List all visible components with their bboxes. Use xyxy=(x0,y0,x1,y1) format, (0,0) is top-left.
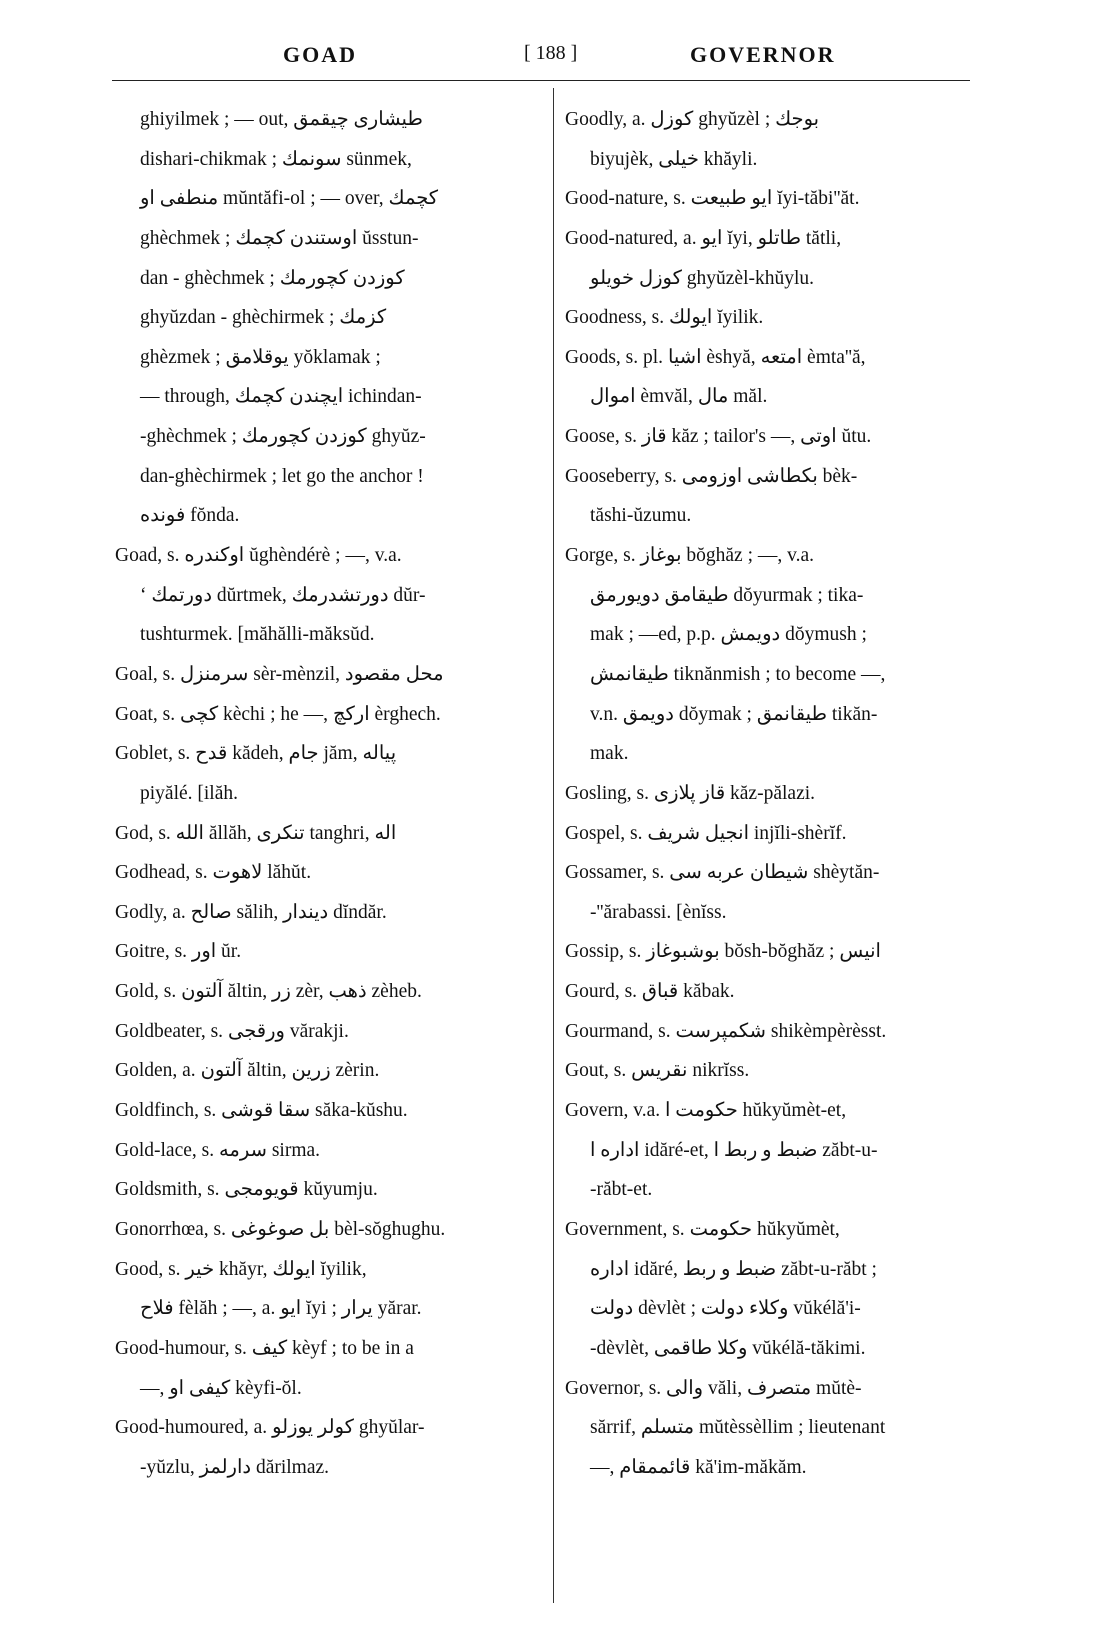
entry-line: -dèvlèt, وكلا طاقمى vŭkélă-tăkimi. xyxy=(590,1337,866,1359)
left-column xyxy=(115,100,535,1487)
entry-line: —, قائممقام kă'im-măkăm. xyxy=(590,1456,807,1478)
entry-line: منطفى او mŭntăfi-ol ; — over, كچمك xyxy=(140,188,439,210)
header-rule xyxy=(112,80,970,81)
entry-line: dishari-chikmak ; سونمك sünmek, xyxy=(140,148,412,170)
entry-line: Gourd, s. قباق kăbak. xyxy=(565,981,735,1003)
entry-line: فونده fŏnda. xyxy=(140,505,240,527)
entry-line: Goblet, s. قدح kădeh, جام jăm, پياله xyxy=(115,743,397,765)
entry-line: Good-humour, s. كيف kèyf ; to be in a xyxy=(115,1337,414,1359)
entry-line: Gossamer, s. شيطان عربه سى shèytăn- xyxy=(565,862,880,884)
entry-line: — through, ايچندن كچمك ichindan- xyxy=(140,386,422,408)
header-right-word: GOVERNOR xyxy=(690,42,836,67)
entry-line: v.n. دويمق dŏymak ; طيقانمق tikăn- xyxy=(590,703,878,725)
entry-line: Goad, s. اوكندره ŭghèndérè ; —, v.a. xyxy=(115,545,402,567)
entry-line: Good-nature, s. ايو طبيعت ĭyi-tăbi''ăt. xyxy=(565,188,860,210)
entry-line: -răbt-et. xyxy=(590,1179,653,1201)
entry-line: Gold, s. آلتون ăltin, زر zèr, ذهب zèheb. xyxy=(115,981,422,1003)
entry-line: dan - ghèchmek ; كوزدن كچورمك xyxy=(140,267,405,289)
entry-line: دولت dèvlèt ; وكلاء دولت vŭkélă'i- xyxy=(590,1298,861,1320)
entry-line: ʻ دورتمك dŭrtmek, دورتشدرمك dŭr- xyxy=(140,584,426,606)
entry-line: طيقانمش tiknănmish ; to become —, xyxy=(590,663,886,685)
entry-line: اموال èmvăl, مال măl. xyxy=(590,386,768,408)
entry-line: ghyŭzdan - ghèchirmek ; كزمك xyxy=(140,307,387,329)
entry-line: -ghèchmek ; كوزدن كچورمك ghyŭz- xyxy=(140,426,426,448)
entry-line: Governor, s. والى văli, متصرف mŭtè- xyxy=(565,1377,862,1399)
entry-line: Govern, v.a. حكومت ا hŭkyŭmèt-et, xyxy=(565,1100,847,1122)
entry-line: tăshi-ŭzumu. xyxy=(590,505,692,527)
entry-line: فلاح fèlăh ; —, a. ايو ĭyi ; يرار yărar. xyxy=(140,1298,422,1320)
entry-line: Gout, s. نقريس nikrĭss. xyxy=(565,1060,750,1082)
entry-line: sărrif, متسلم mŭtèssèllim ; lieutenant xyxy=(590,1417,886,1439)
entry-line: dan-ghèchirmek ; let go the anchor ! xyxy=(140,465,424,487)
entry-line: Gorge, s. بوغاز bŏghăz ; —, v.a. xyxy=(565,545,815,567)
entry-line: Goitre, s. اور ŭr. xyxy=(115,941,242,963)
entry-line: Gold-lace, s. سرمه sirma. xyxy=(115,1139,321,1161)
entry-line: Good-humoured, a. كولر يوزلو ghyŭlar- xyxy=(115,1417,425,1439)
entry-line: —, كيفى او kèyfi-ŏl. xyxy=(140,1377,302,1399)
entry-line: Goldfinch, s. سقا قوشى săka-kŭshu. xyxy=(115,1100,408,1122)
entry-line: mak. xyxy=(590,743,629,765)
entry-line: Godhead, s. لاهوت lăhŭt. xyxy=(115,862,312,884)
entry-line: -''ărabassi. [ènĭss. xyxy=(590,901,727,923)
entry-line: ghèzmek ; يوقلامق yŏklamak ; xyxy=(140,346,381,368)
entry-line: اداره ا idăré-et, ضبط و ربط ا zăbt-u- xyxy=(590,1139,878,1161)
entry-line: Gonorrhœa, s. بل صوغوغى bèl-sŏghughu. xyxy=(115,1218,446,1240)
entry-line: mak ; —ed, p.p. دويمش dŏymush ; xyxy=(590,624,867,646)
entry-line: Goldsmith, s. قويومجى kŭyumju. xyxy=(115,1179,378,1201)
column-divider xyxy=(553,88,554,1603)
entry-line: Godly, a. صالح sălih, ديندار dĭndăr. xyxy=(115,901,387,923)
entry-line: Goat, s. كچى kèchi ; he —, اركچ èrghech. xyxy=(115,703,441,725)
entry-line: God, s. الله ăllăh, تنكرى tanghri, اله xyxy=(115,822,397,844)
entry-line: كوزل خويلو ghyŭzèl-khŭylu. xyxy=(590,267,815,289)
entry-line: Goodness, s. ايولك ĭyilik. xyxy=(565,307,764,329)
header-left-word: GOAD xyxy=(283,42,357,67)
entry-line: Golden, a. آلتون ăltin, زرين zèrin. xyxy=(115,1060,380,1082)
right-column xyxy=(565,100,970,1487)
entry-line: Gooseberry, s. بكطاشى اوزومى bèk- xyxy=(565,465,858,487)
entry-line: Gospel, s. انجيل شريف injĭli-shèrĭf. xyxy=(565,822,847,844)
entry-line: Good-natured, a. ايو ĭyi, طاتلو tătli, xyxy=(565,227,842,249)
entry-line: Government, s. حكومت hŭkyŭmèt, xyxy=(565,1218,840,1240)
entry-line: Gourmand, s. شكمپرست shikèmpèrèsst. xyxy=(565,1020,887,1042)
entry-line: -yŭzlu, دارلمز dărilmaz. xyxy=(140,1456,330,1478)
entry-line: Goose, s. قاز kăz ; tailor's —, اوتى ŭtu. xyxy=(565,426,872,448)
entry-line: Gossip, s. بوشبوغاز bŏsh-bŏghăz ; انيس xyxy=(565,941,881,963)
entry-line: ghiyilmek ; — out, طيشارى چيقمق xyxy=(140,109,423,130)
entry-line: Goodly, a. كوزل ghyŭzèl ; بوجك xyxy=(565,109,820,130)
entry-line: طيقامق دويورمق dŏyurmak ; tika- xyxy=(590,584,864,606)
entry-line: piyălé. [ilăh. xyxy=(140,782,239,804)
entry-line: biyujèk, خيلى khăyli. xyxy=(590,148,758,170)
entry-line: Goal, s. سرمنزل sèr-mènzil, محل مقصود xyxy=(115,663,444,685)
entry-line: Goldbeater, s. ورقجى vărakji. xyxy=(115,1020,349,1042)
entry-line: Goods, s. pl. اشيا èshyă, امتعه èmta''ă, xyxy=(565,346,866,368)
entry-line: Good, s. خير khăyr, ايولك ĭyilik, xyxy=(115,1258,367,1280)
entry-line: tushturmek. [măhălli-măksŭd. xyxy=(140,624,375,646)
entry-line: اداره idăré, ضبط و ربط zăbt-u-răbt ; xyxy=(590,1258,877,1280)
entry-line: Gosling, s. قاز پلازى kăz-pălazi. xyxy=(565,782,816,804)
entry-line: ghèchmek ; اوستندن كچمك ŭsstun- xyxy=(140,227,419,249)
page-number: [ 188 ] xyxy=(524,42,578,64)
